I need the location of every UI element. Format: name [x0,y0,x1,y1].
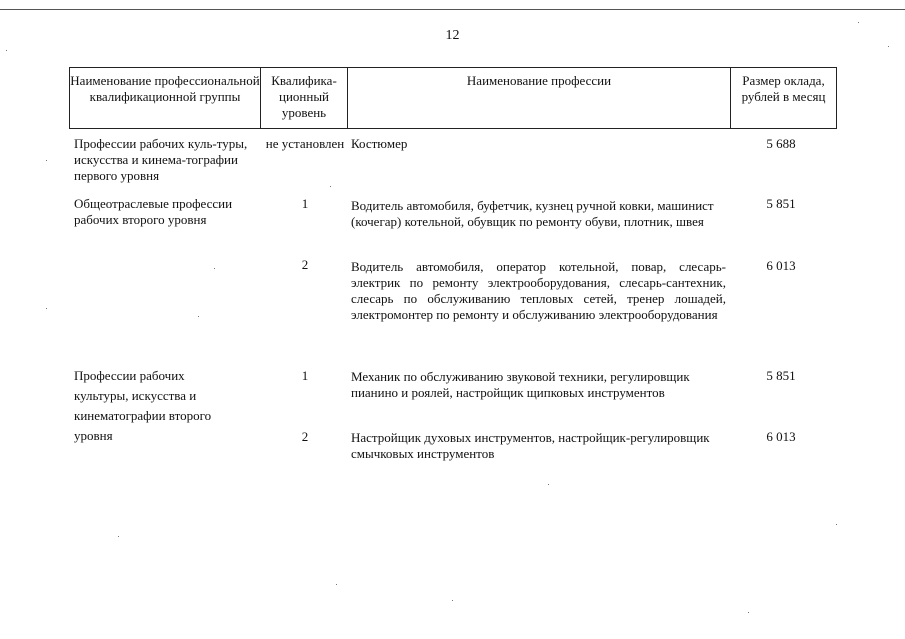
row-4-group: Профессии рабочих культуры, искусства и кинематографии второго уровня [74,368,212,443]
row-3-level: 2 [301,257,309,272]
scan-speck [198,316,199,317]
row-1-profession: Костюмер [351,136,408,151]
scan-speck [452,600,453,601]
scan-speck [6,50,7,51]
header-profession: Наименование профессии [348,68,731,128]
scan-speck [548,484,549,485]
header-level: Квалифика-ционный уровень [261,68,348,128]
scan-speck [748,612,749,613]
row-5-profession: Настройщик духовых инструментов, настройщик-регулировщик смычковых инструментов [351,430,710,461]
page-number: 12 [445,28,460,43]
row-4-salary: 5 851 [766,368,796,383]
scan-speck [214,268,215,269]
scan-speck [336,584,337,585]
row-2-level: 1 [301,196,309,211]
header-salary: Размер оклада, рублей в месяц [741,73,826,104]
row-4-level: 1 [301,368,309,383]
scan-speck [330,186,331,187]
table-header [69,67,837,129]
row-2-profession: Водитель автомобиля, буфетчик, кузнец ручной ковки, машинист (кочегар) котельной, обувщик по ремонту обуви, плотник, швея [351,198,714,229]
row-4-profession: Механик по обслуживанию звуковой техники, регулировщик пианино и роялей, настройщик щипковых инструментов [351,369,690,400]
scan-speck [858,22,859,23]
header-group: Наименование профессиональной квалификационной группы [70,68,261,128]
row-3-profession: Водитель автомобиля, оператор котельной, повар, слесарь-электрик по ремонту электрооборудования, слесарь-сантехник, слесарь по обслуживанию тепловых сетей, тренер лошадей, электромонтер по ремонту и обслуживанию электрооборудования [351,259,726,322]
row-2-salary: 5 851 [766,196,796,211]
row-3-salary: 6 013 [766,258,796,273]
row-1-level: не установлен [265,136,345,151]
row-2-group: Общеотраслевые профессии рабочих второго уровня [74,196,233,227]
row-5-salary: 6 013 [766,429,796,444]
scan-speck [46,308,47,309]
scan-speck [836,524,837,525]
scan-speck [46,160,47,161]
scan-speck [888,46,889,47]
scan-speck [118,536,119,537]
row-1-salary: 5 688 [766,136,796,151]
row-5-level: 2 [301,429,309,444]
scan-top-edge-line [0,9,905,10]
row-1-group: Профессии рабочих куль-туры, искусства и кинема-тографии первого уровня [74,136,248,183]
